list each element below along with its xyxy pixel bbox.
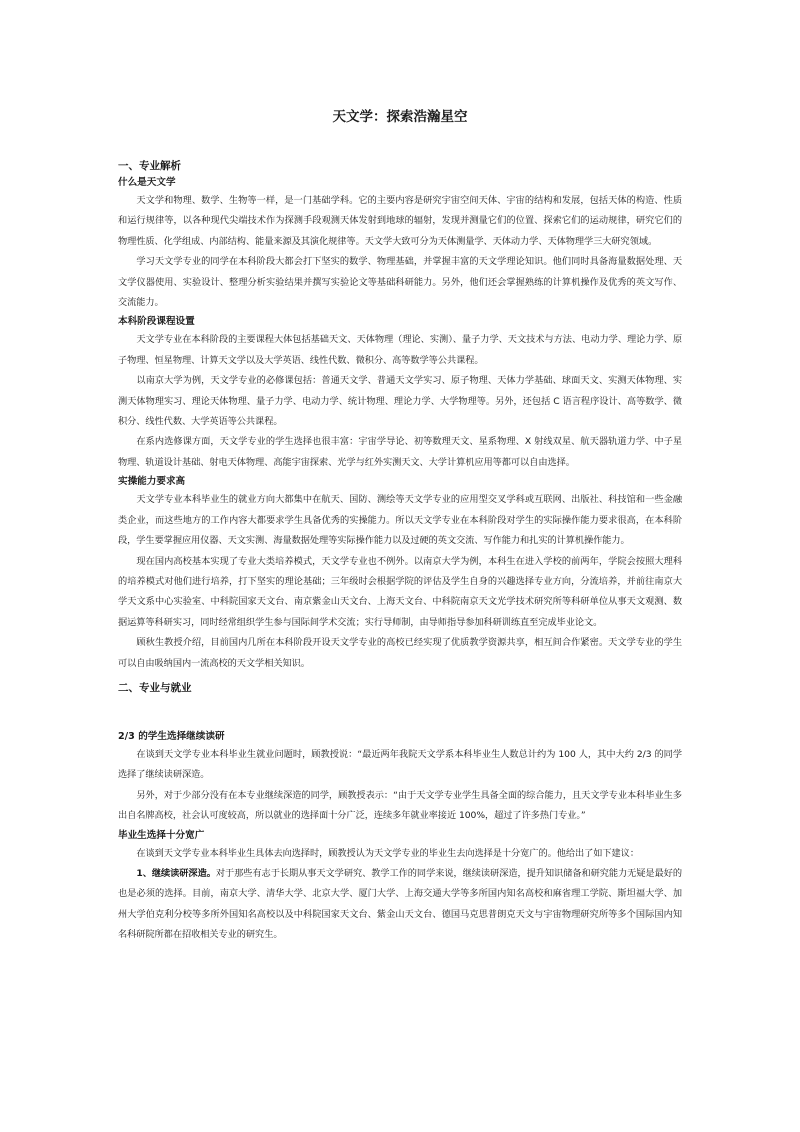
section-heading-major-and-employment: 二、专业与就业 (118, 681, 192, 694)
paragraph: 在谈到天文学专业本科毕业生就业问题时，顾教授说：“最近两年我院天文学系本科毕业生人数总计约为 100 人，其中大约 2/3 的同学选择了继续读研深造。 (118, 748, 682, 781)
subheading-curriculum: 本科阶段课程设置 (118, 316, 195, 328)
paragraph: 天文学专业本科毕业生的就业方向大都集中在航天、国防、测绘等天文学专业的应用型交叉学科或互联网、出版社、科技馆和一些金融类企业，而这些地方的工作内容大都要求学生具备优秀的实操能力。所以天文学专业在本科阶段对学生的实际操作能力要求很高，在本科阶段，学生要掌握应用仪器、天文实测、海量数据处理等实际操作能力以及过硬的英文交流、写作能力和扎实的计算机操作能力。 (118, 494, 682, 547)
section-heading-major-analysis: 一、专业解析 (118, 160, 181, 172)
point-1-lead: 1、继续读研深造。 (136, 867, 216, 879)
paragraph: 顾秋生教授介绍，目前国内几所在本科阶段开设天文学专业的高校已经实现了优质教学资源共享，相互间合作紧密。天文学专业的学生可以自由吸纳国内一流高校的天文学相关知识。 (118, 637, 682, 669)
paragraph: 在谈到天文学专业本科毕业生具体去向选择时，顾教授认为天文学专业的毕业生去向选择是十分宽广的。他给出了如下建议： (136, 847, 639, 859)
paragraph: 天文学专业在本科阶段的主要课程大体包括基础天文、天体物理（理论、实测）、量子力学、天文技术与方法、电动力学、理论力学、原子物理、恒星物理、计算天文学以及大学英语、线性代数、微积分、高等数学等公共课程。 (118, 334, 682, 366)
paragraph: 以南京大学为例，天文学专业的必修课包括：普通天文学、普通天文学实习、原子物理、天体力学基础、球面天文、实测天体物理、实测天体物理实习、理论天体物理、量子力学、电动力学、统计物理、理论力学、大学物理等。另外，还包括 C 语言程序设计、高等数学、微积分、线性代数、大学英语等公共课程。 (118, 375, 682, 428)
paragraph: 在系内选修课方面，天文学专业的学生选择也很丰富：宇宙学导论、初等数理天文、星系物理、X 射线双星、航天器轨道力学、中子星物理、轨道设计基础、射电天体物理、高能宇宙探索、光学与红外实测天文、大学计算机应用等都可以自由选择。 (118, 436, 682, 468)
subheading-career-options: 毕业生选择十分宽广 (118, 829, 205, 841)
point-1-text: 对于那些有志于长期从事天文学研究、教学工作的同学来说，继续读研深造，提升知识储备和研究能力无疑是最好的也是必须的选择。目前，南京大学、清华大学、北京大学、厦门大学、上海交通大学等多所国内知名高校和麻省理工学院、斯坦福大学、加州大学伯克利分校等多所外国知名高校以及中科院国家天文台、紫金山天文台、德国马克思普朗克天文与宇宙物理研究所等多个国际国内知名科研院所都在招收相关专业的研究生。 (118, 867, 682, 941)
paragraph: 学习天文学专业的同学在本科阶段大都会打下坚实的数学、物理基础，并掌握丰富的天文学理论知识。他们同时具备海量数据处理、天文学仪器使用、实验设计、整理分析实验结果并撰写实验论文等基础科研能力。另外，他们还会掌握熟练的计算机操作及优秀的英文写作、交流能力。 (118, 256, 682, 309)
paragraph: 现在国内高校基本实现了专业大类培养模式，天文学专业也不例外。以南京大学为例，本科生在进入学校的前两年，学院会按照大理科的培养模式对他们进行培养，打下坚实的理论基础；三年级时会根据学院的评估及学生自身的兴趣选择专业方向，分流培养，并前往南京大学天文系中心实验室、中科院国家天文台、南京紫金山天文台、上海天文台、中科院南京天文光学技术研究所等科研单位从事天文观测、数据运算等科研实习，同时经常组织学生参与国际间学术交流；实行导师制，由导师指导参加科研训练直至完成毕业论文。 (118, 555, 682, 628)
paragraph: 天文学和物理、数学、生物等一样，是一门基础学科。它的主要内容是研究宇宙空间天体、宇宙的结构和发展，包括天体的构造、性质和运行规律等，以各种现代尖端技术作为探测手段观测天体发射到地球的辐射，发现并测量它们的位置、探索它们的运动规律，研究它们的物理性质、化学组成、内部结构、能量来源及其演化规律等。天文学大致可分为天体测量学、天体动力学、天体物理学三大研究领域。 (118, 195, 682, 247)
document-title: 天文学：探索浩瀚星空 (332, 109, 468, 125)
subheading-graduate-study: 2/3 的学生选择继续读研 (118, 730, 225, 742)
paragraph-point-1 (118, 864, 682, 946)
paragraph: 另外，对于少部分没有在本专业继续深造的同学，顾教授表示：“由于天文学专业学生具备全面的综合能力，且天文学专业本科毕业生多出自名牌高校，社会认可度较高，所以就业的选择面十分广泛，连续多年就业率接近 100%，超过了许多热门专业。” (118, 789, 682, 822)
document-body (118, 108, 682, 946)
subheading-what-is-astronomy: 什么是天文学 (118, 177, 176, 188)
subheading-practical-skills: 实操能力要求高 (118, 476, 186, 488)
